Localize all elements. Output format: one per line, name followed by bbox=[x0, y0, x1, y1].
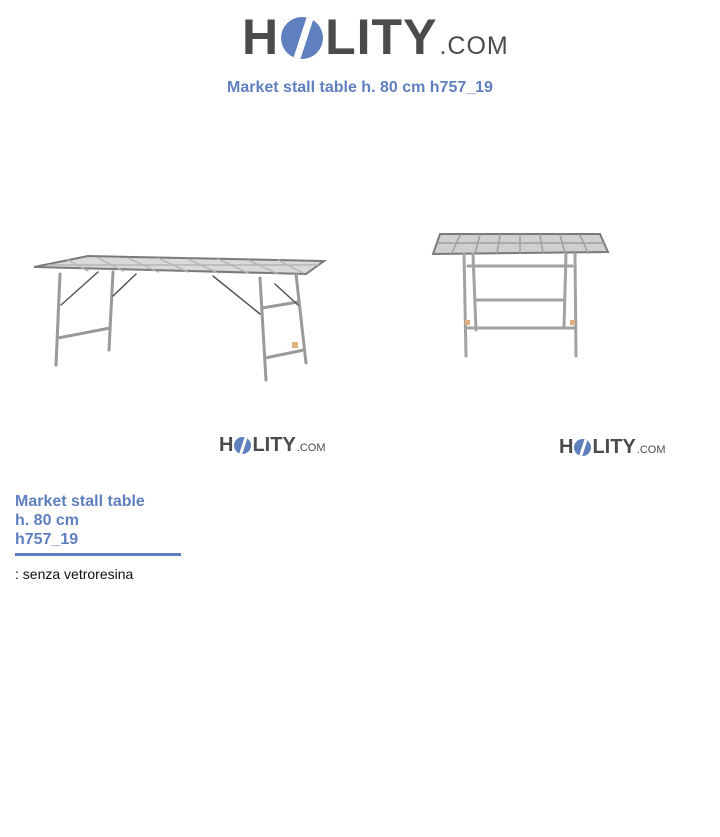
product-photo-angled bbox=[28, 250, 328, 385]
product-name-line: h. 80 cm bbox=[15, 512, 80, 529]
logo-domain-suffix: .COM bbox=[439, 32, 509, 60]
logo-domain-suffix: .COM bbox=[636, 444, 666, 456]
logo-letters: LITY bbox=[592, 436, 636, 458]
holity-watermark-left bbox=[219, 434, 326, 457]
logo-letter-h: H bbox=[219, 434, 234, 456]
holity-watermark-right bbox=[559, 436, 666, 459]
logo-letters: LITY bbox=[325, 9, 438, 65]
logo-letter-h: H bbox=[242, 9, 280, 65]
title-underline bbox=[15, 553, 181, 556]
product-name-line: Market stall table bbox=[15, 493, 145, 510]
product-photo-end-view bbox=[430, 228, 610, 363]
logo-o-mark-icon bbox=[234, 437, 251, 454]
logo-domain-suffix: .COM bbox=[296, 442, 326, 454]
product-spec: : senza vetroresina bbox=[15, 566, 134, 582]
holity-logo bbox=[242, 8, 509, 66]
product-name bbox=[15, 492, 185, 549]
product-name-line: h757_19 bbox=[15, 531, 79, 548]
logo-letters: LITY bbox=[252, 434, 296, 456]
logo-o-mark-icon bbox=[281, 17, 323, 59]
logo-letter-h: H bbox=[559, 436, 574, 458]
logo-o-mark-icon bbox=[574, 439, 591, 456]
page-title: Market stall table h. 80 cm h757_19 bbox=[227, 79, 493, 96]
